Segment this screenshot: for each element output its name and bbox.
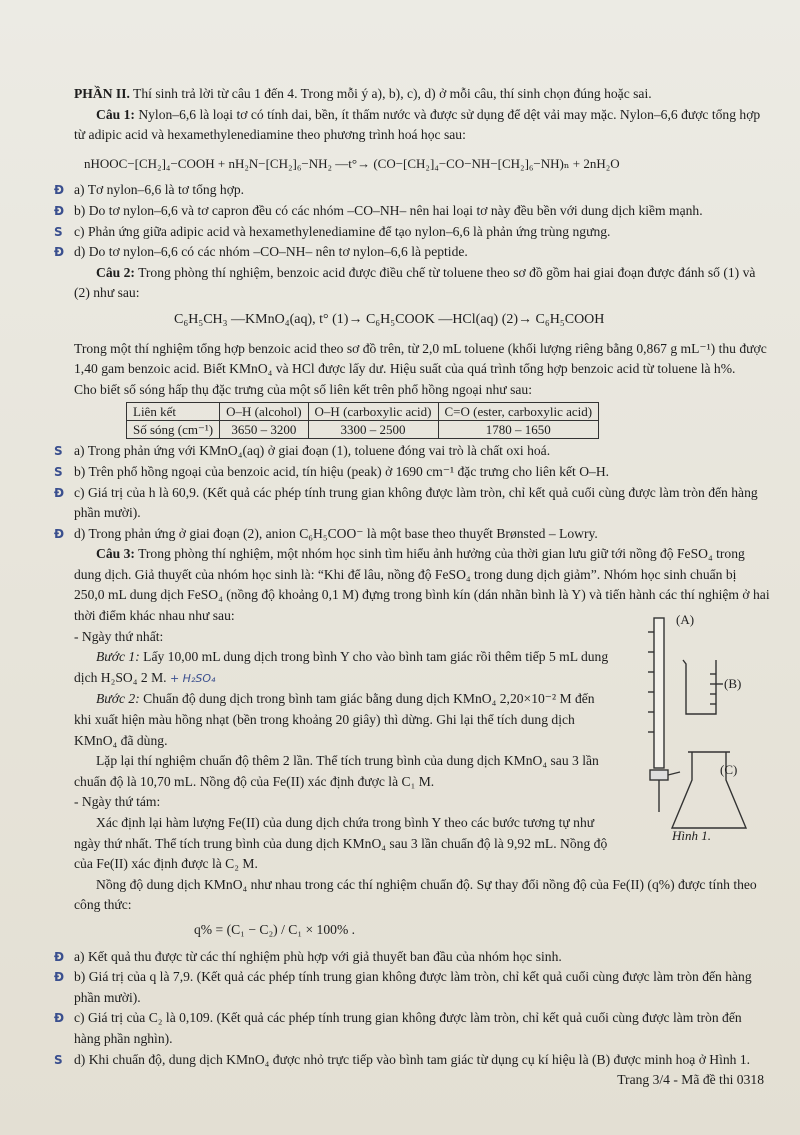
burette bbox=[648, 618, 680, 812]
q2-table-intro: Cho biết số sóng hấp thụ đặc trưng của một số liên kết trên phổ hồng ngoại như sau: bbox=[74, 381, 532, 397]
repeat-text: Lặp lại thí nghiệm chuẩn độ thêm 2 lần. Thể tích trung bình của dung dịch KMnO₄ sau 3 lần chuẩn độ là 10,70 mL. Nồng độ của Fe(II) xác định được là C₁ M. bbox=[74, 753, 599, 789]
q1-c-text: c) Phản ứng giữa adipic acid và hexamethylenediamine để tạo nylon–6,6 là phản ứng trùng ngưng. bbox=[74, 223, 611, 239]
table-cell: 3650 – 3200 bbox=[220, 421, 308, 439]
q2-title: Câu 2: bbox=[96, 264, 135, 280]
step1-text: Lấy 10,00 mL dung dịch trong bình Y cho vào bình tam giác rồi thêm tiếp 5 mL dung dịch H₂SO₄ 2 M. bbox=[74, 649, 609, 685]
formula-intro: Nồng độ dung dịch KMnO₄ như nhau trong các thí nghiệm chuẩn độ. Sự thay đổi nồng độ của Fe(II) (q%) được tính theo công thức: bbox=[74, 876, 757, 913]
step1-label: Bước 1: bbox=[96, 649, 140, 665]
q2-c-mark: Đ bbox=[54, 485, 65, 500]
part-intro bbox=[74, 84, 770, 105]
q1-option-a bbox=[54, 180, 770, 201]
q3-option-c bbox=[54, 1008, 770, 1049]
q3-procedure bbox=[74, 627, 614, 875]
beaker bbox=[683, 660, 723, 714]
q1-body: Nylon–6,6 là loại tơ có tính dai, bền, ít thấm nước và được sử dụng để dệt vải may mặc. Nylon–6,6 được tổng hợp từ adipic acid và hexamethylenediamine theo phương trình hoá học sau: bbox=[74, 106, 761, 143]
table-cell: 3300 – 2500 bbox=[308, 421, 438, 439]
q3-d-mark: S bbox=[54, 1052, 63, 1067]
step1 bbox=[74, 647, 614, 689]
figure-caption: Hình 1. bbox=[672, 828, 711, 843]
q3-c-text: c) Giá trị của C₂ là 0,109. (Kết quả các phép tính trung gian không được làm tròn, chỉ kết quả cuối cùng được làm tròn đến hàng phần nghìn). bbox=[74, 1010, 742, 1046]
q1-title: Câu 1: bbox=[96, 106, 135, 122]
q1-a-mark: Đ bbox=[54, 183, 65, 198]
q2-option-a bbox=[54, 441, 770, 462]
q3-c-mark: Đ bbox=[54, 1011, 65, 1026]
q2-b-mark: S bbox=[54, 464, 63, 479]
q2-a-mark: S bbox=[54, 444, 63, 459]
ir-table bbox=[126, 402, 599, 439]
q3-title: Câu 3: bbox=[96, 546, 135, 562]
q2-scheme: C₆H₅CH₃ —KMnO₄(aq), t° (1)→ C₆H₅COOK —HCl(aq) (2)→ C₆H₅COOH bbox=[174, 311, 605, 327]
q3-body: Trong phòng thí nghiệm, một nhóm học sinh tìm hiểu ảnh hưởng của thời gian lưu giữ tới nồng độ FeSO₄ trong dung dịch. Giả thuyết của nhóm học sinh là: “Khi để lâu, nồng độ FeSO₄ trong dung dịch giảm”. Nhóm học sinh chuẩn bị 250,0 mL dung dịch FeSO₄ (nồng độ khoảng 0,1 M) đựng trong bình kín (dán nhãn bình là Y) và tiến hành các thí nghiệm ở hai thời điểm khác nhau như sau: bbox=[74, 546, 770, 624]
q3-option-d bbox=[54, 1050, 770, 1071]
q1-d-text: d) Do tơ nylon–6,6 có các nhóm –CO–NH– nên tơ nylon–6,6 là peptide. bbox=[74, 244, 468, 260]
q3-b-mark: Đ bbox=[54, 970, 65, 985]
table-cell: 1780 – 1650 bbox=[438, 421, 599, 439]
page-footer: Trang 3/4 - Mã đề thi 0318 bbox=[617, 1072, 764, 1088]
q1-b-text: b) Do tơ nylon–6,6 và tơ capron đều có các nhóm –CO–NH– nên hai loại tơ này đều bền với dung dịch kiềm mạnh. bbox=[74, 202, 703, 218]
label-c: (C) bbox=[720, 762, 738, 777]
day1-label: - Ngày thứ nhất: bbox=[74, 628, 164, 644]
label-b: (B) bbox=[724, 676, 742, 691]
table-row bbox=[127, 403, 599, 421]
q2-d-mark: Đ bbox=[54, 526, 65, 541]
q3-a-text: a) Kết quả thu được từ các thí nghiệm phù hợp với giả thuyết ban đầu của nhóm học sinh. bbox=[74, 948, 562, 964]
part-heading: PHẦN II. bbox=[74, 86, 130, 101]
table-cell: C=O (ester, carboxylic acid) bbox=[438, 403, 599, 421]
q2-text2: Trong một thí nghiệm tổng hợp benzoic acid theo sơ đồ trên, từ 2,0 mL toluene (khối lượng riêng bằng 0,867 g mL⁻¹) thu được 1,40 gam benzoic acid. Biết KMnO₄ và HCl được lấy dư. Hiệu suất của quá trình tổng hợp benzoic acid từ toluene là h%. bbox=[74, 340, 767, 377]
q1-a-text: a) Tơ nylon–6,6 là tơ tổng hợp. bbox=[74, 182, 245, 198]
step2 bbox=[74, 689, 614, 751]
day8-text: Xác định lại hàm lượng Fe(II) của dung dịch chứa trong bình Y theo các bước tương tự như ngày thứ nhất. Thể tích trung bình của dung dịch KMnO₄ sau 3 lần chuẩn độ là 9,92 mL. Nồng độ của Fe(II) xác định được là C₂ M. bbox=[74, 815, 608, 872]
q1-option-c bbox=[54, 222, 770, 243]
handwritten-note: + H₂SO₄ bbox=[169, 671, 216, 685]
q3-b-text: b) Giá trị của q là 7,9. (Kết quả các phép tính trung gian không được làm tròn, chỉ kết quả cuối cùng được làm tròn đến hàng phần mười). bbox=[74, 969, 752, 1005]
label-a: (A) bbox=[676, 612, 695, 627]
q1-option-d bbox=[54, 242, 770, 263]
table-cell: Số sóng (cm⁻¹) bbox=[127, 421, 220, 439]
q2-d-text: d) Trong phản ứng ở giai đoạn (2), anion C₆H₅COO⁻ là một base theo thuyết Brønsted – Lowry. bbox=[74, 525, 598, 541]
q1-d-mark: Đ bbox=[54, 245, 65, 260]
q3-a-mark: Đ bbox=[54, 949, 65, 964]
table-row bbox=[127, 421, 599, 439]
q2-body: Trong phòng thí nghiệm, benzoic acid được điều chế từ toluene theo sơ đồ gồm hai giai đoạn được đánh số (1) và (2) như sau: bbox=[74, 264, 756, 301]
q1-text bbox=[74, 105, 770, 146]
q3-option-b bbox=[54, 967, 770, 1008]
q1-c-mark: S bbox=[54, 224, 63, 239]
q3-d-text: d) Khi chuẩn độ, dung dịch KMnO₄ được nhỏ trực tiếp vào bình tam giác từ dụng cụ kí hiệu là (B) được minh hoạ ở Hình 1. bbox=[74, 1051, 751, 1067]
q1-b-mark: Đ bbox=[54, 203, 65, 218]
q-formula: q% = (C₁ − C₂) / C₁ × 100% . bbox=[194, 921, 356, 937]
step2-text: Chuẩn độ dung dịch trong bình tam giác bằng dung dịch KMnO₄ 2,20×10⁻² M đến khi xuất hiện màu hồng nhạt (bền trong khoảng 20 giây) thì dừng. Ghi lại thể tích dung dịch KMnO₄ đã dùng. bbox=[74, 691, 595, 748]
q2-text bbox=[74, 263, 770, 304]
q2-option-c bbox=[54, 483, 770, 524]
day8-label: - Ngày thứ tám: bbox=[74, 794, 161, 810]
q1-equation: nHOOC−[CH₂]₄−COOH + nH₂N−[CH₂]₆−NH₂ —t°→ (CO−[CH₂]₄−CO−NH−[CH₂]₆−NH)ₙ + 2nH₂O bbox=[84, 155, 620, 171]
q2-a-text: a) Trong phản ứng với KMnO₄(aq) ở giai đoạn (1), toluene đóng vai trò là chất oxi hoá. bbox=[74, 443, 551, 459]
table-cell: O–H (carboxylic acid) bbox=[308, 403, 438, 421]
table-cell: O–H (alcohol) bbox=[220, 403, 308, 421]
q2-b-text: b) Trên phổ hồng ngoại của benzoic acid, tín hiệu (peak) ở 1690 cm⁻¹ đặc trưng cho liên kết O–H. bbox=[74, 463, 610, 479]
q2-option-d bbox=[54, 524, 770, 545]
part-intro-text: Thí sinh trả lời từ câu 1 đến 4. Trong mỗi ý a), b), c), d) ở mỗi câu, thí sinh chọn đúng hoặc sai. bbox=[133, 86, 652, 101]
table-cell: Liên kết bbox=[127, 403, 220, 421]
q3-option-a bbox=[54, 947, 770, 968]
figure-1-lab-apparatus bbox=[628, 612, 778, 842]
q2-option-b bbox=[54, 462, 770, 483]
q2-c-text: c) Giá trị của h là 60,9. (Kết quả các phép tính trung gian không được làm tròn, chỉ kết quả cuối cùng được làm tròn đến hàng phần mười). bbox=[74, 484, 758, 521]
step2-label: Bước 2: bbox=[96, 691, 140, 707]
q1-option-b bbox=[54, 201, 770, 222]
